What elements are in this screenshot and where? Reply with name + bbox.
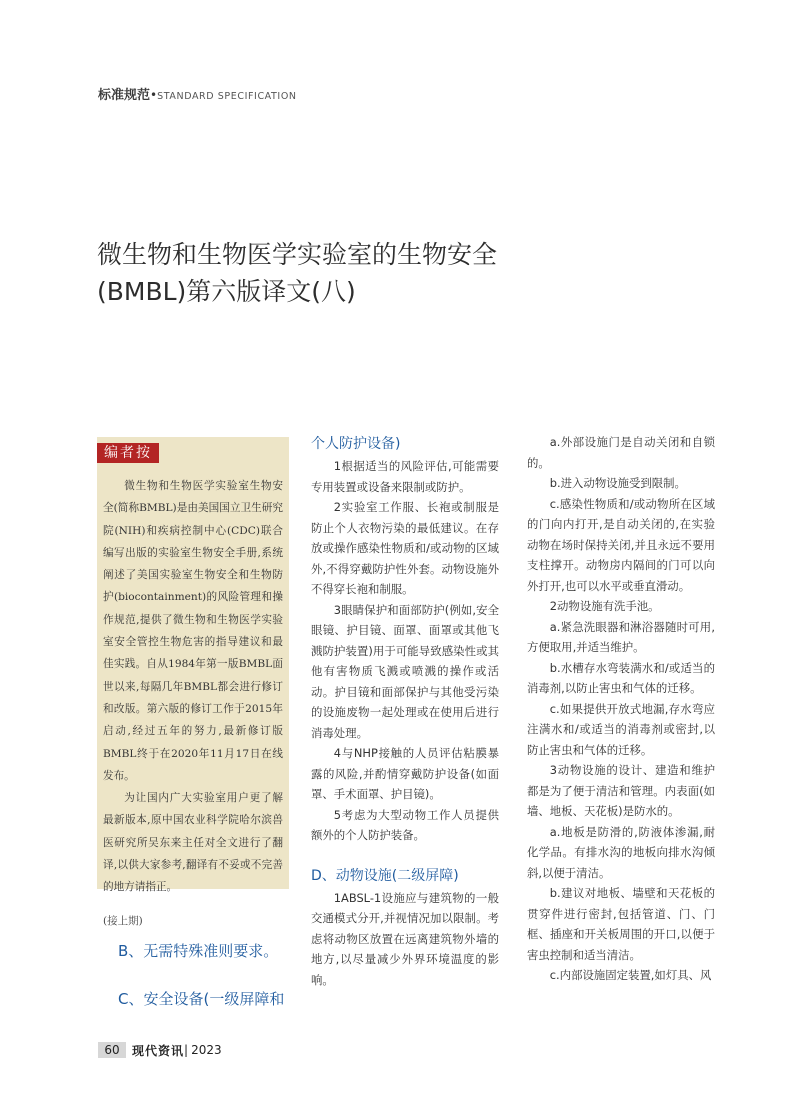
page-number: 60	[98, 1042, 126, 1058]
paragraph: 2动物设施有洗手池。	[549, 599, 660, 613]
text-column-2	[311, 432, 499, 990]
article-title-line1: 微生物和生物医学实验室的生物安全	[97, 240, 498, 269]
article-title-line2: (BMBL)第六版译文(八)	[97, 277, 356, 306]
section-d-heading: D、动物设施(二级屏障)	[311, 867, 459, 884]
magazine-name: 现代资讯	[132, 1043, 185, 1058]
paragraph: b.水槽存水弯装满水和/或适当的消毒剂,以防止害虫和气体的迁移。	[527, 660, 715, 695]
paragraph: c.内部设施固定装置,如灯具、风	[549, 968, 712, 982]
paragraph: 1ABSL-1设施应与建筑物的一般交通模式分开,并视情况加以限制。考虑将动物区放置在远离建筑物外墙的地方,以尽量减少外界环境温度的影响。	[311, 890, 499, 987]
section-label-dot: •	[150, 88, 158, 102]
article-title	[97, 236, 517, 310]
paragraph: b.建议对地板、墙壁和天花板的贯穿件进行密封,包括管道、门、门框、插座和开关板周围的开口,以便于害虫控制和适当清洁。	[527, 886, 715, 962]
paragraph: c.感染性物质和/或动物所在区域的门向内打开,是自动关闭的,在实验动物在场时保持关闭,并且永远不要用支柱撑开。动物房内隔间的门可以向外打开,也可以水平或垂直滑动。	[527, 496, 715, 593]
section-label-en: STANDARD SPECIFICATION	[157, 91, 297, 102]
editor-note-tag: 编者按	[97, 443, 159, 463]
paragraph: 2实验室工作服、长袍或制服是防止个人衣物污染的最低建议。在存放或操作感染性物质和/或动物的区域外,不得穿戴防护性外套。动物设施外不得穿长袍和制服。	[311, 500, 499, 596]
section-b-heading: B、无需特殊准则要求。	[118, 942, 279, 960]
page-footer	[98, 1042, 222, 1058]
editor-note-paragraph: 为让国内广大实验室用户更了解最新版本,原中国农业科学院哈尔滨兽医研究所吴东来主任对全文进行了翻译,以供大家参考,翻译有不妥或不完善的地方请指正。	[103, 792, 283, 894]
section-label	[98, 84, 297, 103]
issue-year: 2023	[191, 1043, 222, 1057]
paragraph: a.外部设施门是自动关闭和自锁的。	[527, 435, 715, 470]
section-c-heading: C、安全设备(一级屏障和	[118, 990, 285, 1008]
footer-separator: |	[184, 1043, 189, 1057]
editor-note-paragraph: 微生物和生物医学实验室生物安全(简称BMBL)是由美国国立卫生研究院(NIH)和疾病控制中心(CDC)联合编写出版的实验室生物安全手册,系统阐述了美国实验室生物安全和生物防护(biocontainment)的风险管理和操作规范,提供了微生物和生物医学实验室安全管控生物危害的指导建议和最佳实践。自从1984年第一版BMBL面世以来,每隔几年BMBL都会进行修订和改版。第六版的修订工作于2015年启动,经过五年的努力,最新修订版BMBL终于在2020年11月17日在线发布。	[103, 480, 283, 782]
paragraph: 5考虑为大型动物工作人员提供额外的个人防护装备。	[311, 807, 499, 842]
paragraph: a.地板是防滑的,防液体渗漏,耐化学品。有排水沟的地板向排水沟倾斜,以便于清洁。	[527, 824, 715, 880]
paragraph: 1根据适当的风险评估,可能需要专用装置或设备来限制或防护。	[311, 459, 499, 494]
paragraph: 3眼睛保护和面部防护(例如,安全眼镜、护目镜、面罩、面罩或其他飞溅防护装置)用于可能导致感染性或其他有害物质飞溅或喷溅的操作或活动。护目镜和面部保护与其他受污染的设施废物一起处理或在使用后进行消毒处理。	[311, 602, 499, 740]
section-label-cn: 标准规范	[98, 88, 151, 103]
editor-note-box	[97, 437, 289, 894]
paragraph: c.如果提供开放式地漏,存水弯应注满水和/或适当的消毒剂或密封,以防止害虫和气体的迁移。	[527, 701, 715, 757]
paragraph: 3动物设施的设计、建造和维护都是为了便于清洁和管理。内表面(如墙、地板、天花板)是防水的。	[527, 763, 715, 818]
text-column-3	[527, 432, 715, 986]
paragraph: 4与NHP接触的人员评估粘膜暴露的风险,并酌情穿戴防护设备(如面罩、手术面罩、护目镜)。	[311, 746, 499, 801]
continued-note: (接上期)	[103, 915, 143, 927]
section-c-heading-cont: 个人防护设备)	[311, 436, 401, 452]
paragraph: a.紧急洗眼器和淋浴器随时可用,方便取用,并适当维护。	[527, 619, 715, 654]
paragraph: b.进入动物设施受到限制。	[549, 476, 686, 490]
editor-note-body	[103, 475, 283, 899]
